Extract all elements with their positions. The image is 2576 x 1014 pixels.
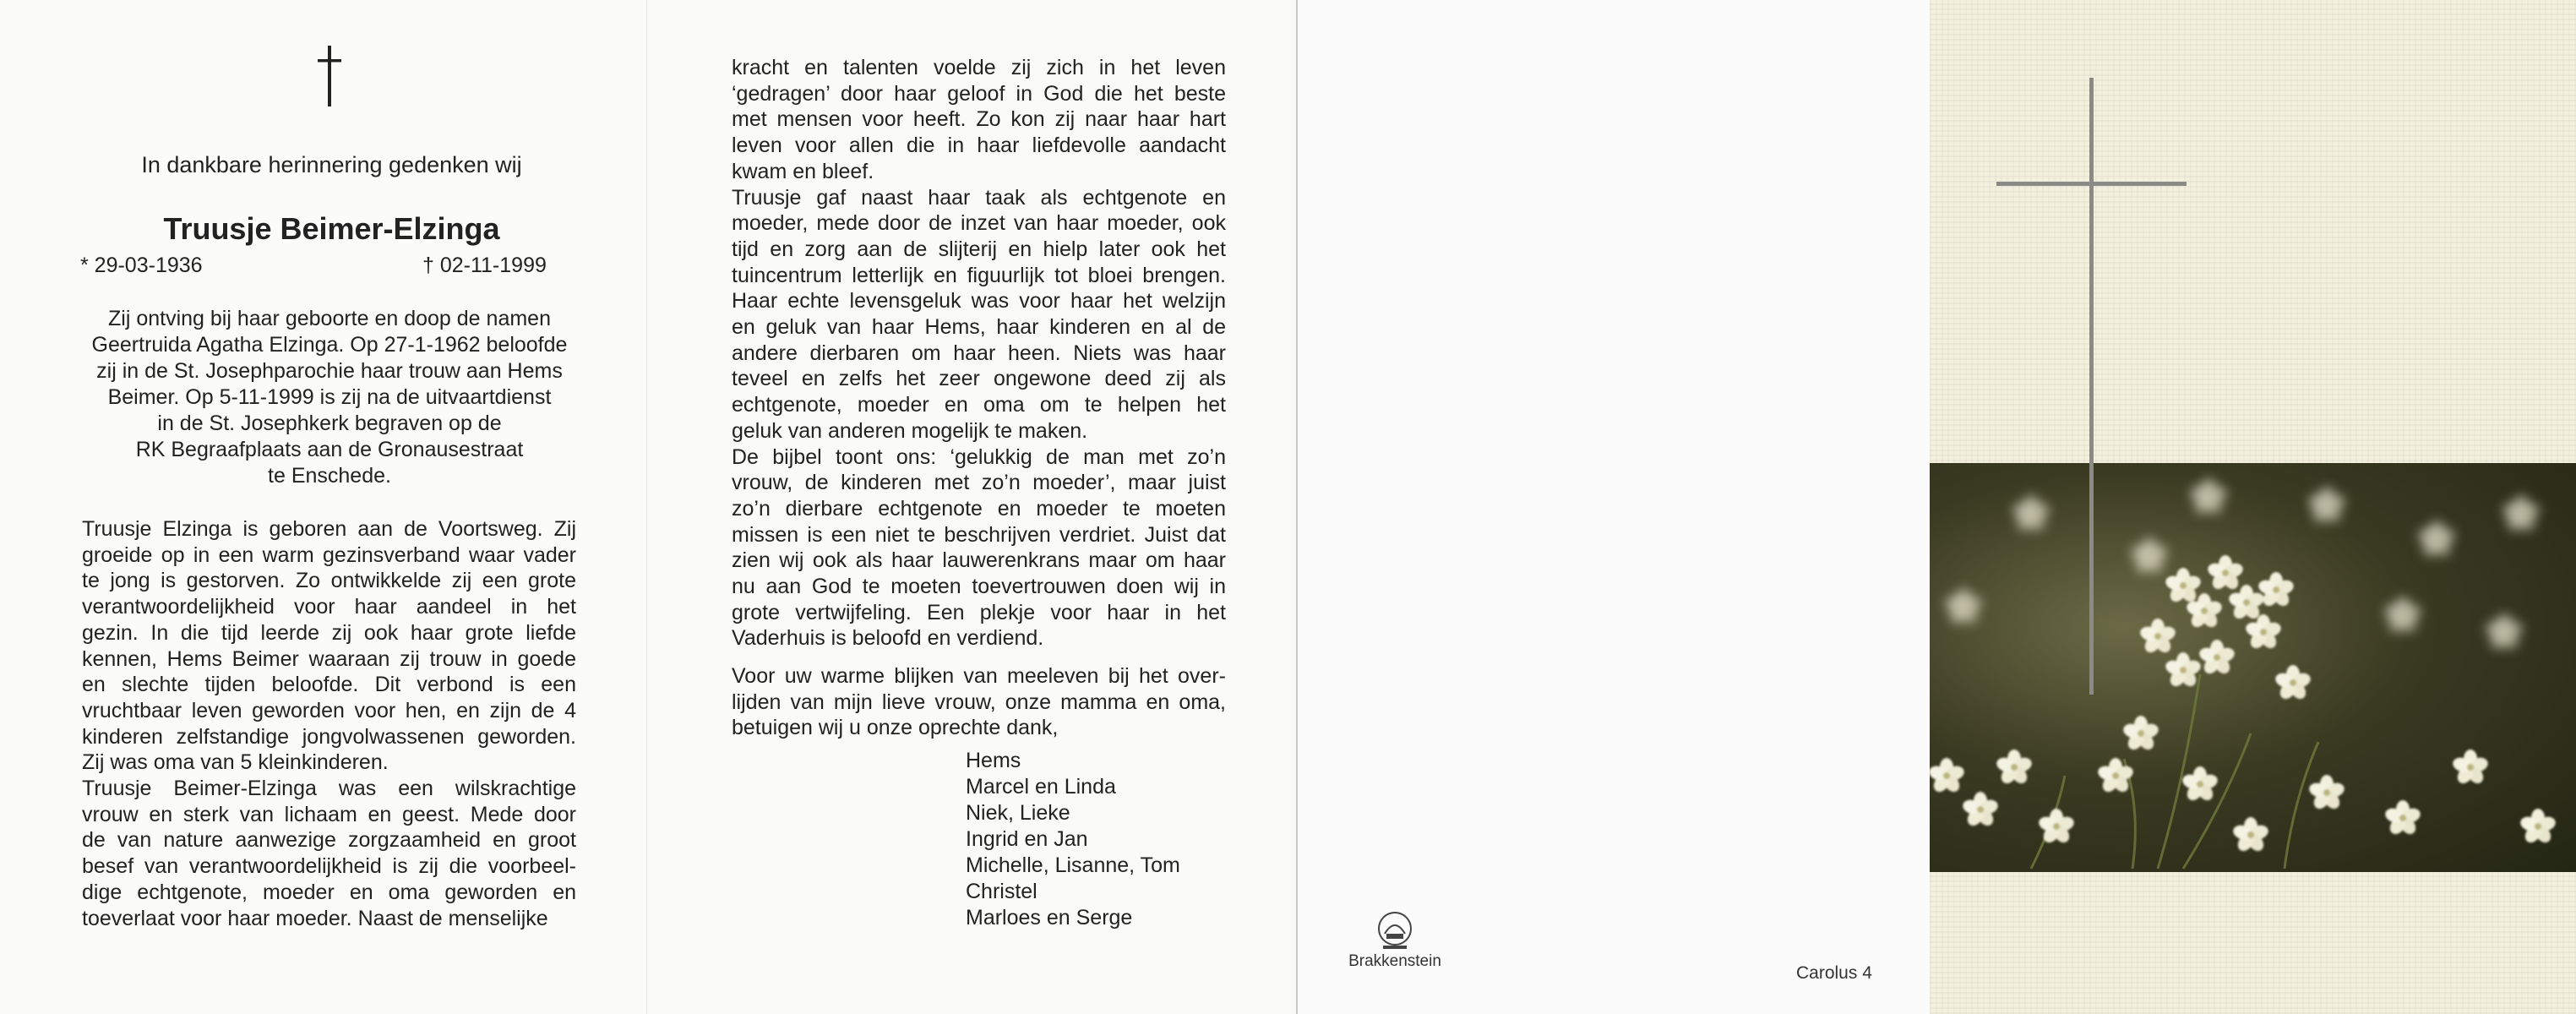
biography-line: groeide op in een warm gezinsverband waar vader (82, 542, 576, 567)
birth-date: * 29-03-1936 (80, 254, 203, 277)
biography-line: kracht en talenten voelde zij zich in het leven (732, 56, 1226, 79)
cover-cross-vertical (2089, 78, 2094, 695)
biography-line: leven voor allen die in haar liefdevolle aandacht (732, 134, 1226, 158)
biography-line: en geluk van haar Hems, haar kinderen en al de (732, 315, 1226, 340)
thanks-line: Voor uw warme blijken van meeleven bij het over- (732, 664, 1226, 688)
family-member: Marloes en Serge (966, 906, 1133, 930)
biography-line: zien wij ook als haar lauwerenkrans maar om haar (732, 548, 1226, 573)
biography-line: gezin. In die tijd leerde zij ook haar grote liefde (82, 620, 576, 645)
deceased-name: Truusje Beimer-Elzinga (163, 211, 500, 246)
details-line: Geertruida Agatha Elzinga. Op 27-1-1962 beloofde (91, 333, 568, 357)
biography-line: te jong is gestorven. Zo ontwikkelde zij een grote (82, 569, 576, 593)
back-page (1296, 0, 1931, 1014)
biography-line: kennen, Hems Beimer waaraan zij trouw in goede (82, 646, 576, 671)
biography-line: dige echtgenote, moeder en oma geworden en (82, 880, 576, 904)
left-inner-page (0, 0, 646, 1014)
thanks-block (732, 663, 1226, 741)
flower-photo (1930, 463, 2576, 872)
publisher-logo (1348, 908, 1441, 971)
biography-line: tijd en zorg aan de slijterij en hielp later ook het (732, 237, 1226, 261)
publisher-emblem-icon (1376, 908, 1413, 952)
biography-line: grote vertwijfeling. Een plekje voor haar in het (732, 600, 1226, 624)
biography-line: De bijbel toont ons: ‘gelukkig de man met zo’n (732, 444, 1226, 469)
biography-line: en slechte tijden beloofde. Dit verbond is een (82, 673, 576, 697)
white-flowers-image (1930, 463, 2576, 872)
biography-line: Vaderhuis is beloofd en verdiend. (732, 626, 1044, 651)
cross-icon (313, 42, 346, 110)
biography-line: verantwoordelijkheid voor haar aandeel in het (82, 595, 576, 619)
family-member: Michelle, Lisanne, Tom (966, 853, 1180, 877)
biography-line: kinderen zelfstandige jongvolwassenen geworden. (82, 724, 576, 749)
details-line: in de St. Josephkerk begraven op de (157, 412, 502, 435)
family-member: Ingrid en Jan (966, 827, 1088, 851)
biography-line: kwam en bleef. (732, 159, 874, 183)
death-date: † 02-11-1999 (422, 254, 547, 277)
family-member: Marcel en Linda (966, 775, 1116, 799)
biography-line: Truusje Elzinga is geboren aan de Voortsweg. Zij (82, 517, 576, 541)
biography-line: missen is een niet te beschrijven verdriet. Juist dat (732, 522, 1226, 547)
biography-line: echtgenote, moeder en oma om te helpen het (732, 393, 1226, 417)
biography-line: zo’n dierbare echtgenote en moeder te moeten (732, 496, 1226, 521)
family-member: Niek, Lieke (966, 801, 1070, 825)
biography-line: tuincentrum letterlijk en figuurlijk tot bloei brengen. (732, 263, 1226, 287)
details-line: Beimer. Op 5-11-1999 is zij na de uitvaartdienst (107, 385, 552, 409)
details-line: RK Begraafplaats aan de Gronausestraat (135, 438, 524, 461)
family-list (966, 748, 1180, 931)
biography-line: vruchtbaar leven geworden voor hen, en zijn de 4 (82, 698, 576, 722)
details-line: Zij ontving bij haar geboorte en doop de namen (108, 307, 551, 330)
biography-line: Truusje gaf naast haar taak als echtgenote en (732, 185, 1226, 210)
family-member: Hems (966, 749, 1021, 772)
biography-line: Zij was oma van 5 kleinkinderen. (82, 750, 389, 775)
biography-continuation (732, 55, 1226, 651)
biography-line: moeder, mede door de inzet van haar moeder, ook (732, 211, 1226, 236)
details-line: zij in de St. Josephparochie haar trouw aan Hems (96, 359, 563, 383)
biography-line: ‘gedragen’ door haar geloof in God die het beste (732, 81, 1226, 106)
cover-cross-horizontal (1996, 182, 2187, 186)
biography-line: geluk van anderen mogelijk te maken. (732, 418, 1088, 443)
front-cover (1930, 0, 2576, 1014)
biography-block (82, 516, 576, 931)
thanks-line: lijden van mijn lieve vrouw, onze mamma en oma, (732, 690, 1226, 714)
intro-text: In dankbare herinnering gedenken wij (141, 152, 522, 177)
biography-line: besef van verantwoordelijkheid is zij die voorbeel- (82, 854, 576, 879)
biography-line: met mensen voor heeft. Zo kon zij naar haar hart (732, 107, 1226, 132)
biography-line: vrouw en sterk van lichaam en geest. Mede door (82, 802, 576, 826)
biography-line: Truusje Beimer-Elzinga was een wilskrachtige (82, 777, 576, 801)
biography-line: nu aan God te moeten toevertrouwen doen wij in (732, 575, 1226, 599)
middle-inner-page (646, 0, 1296, 1014)
biography-line: vrouw, de kinderen met zo’n moeder’, maar juist (732, 471, 1226, 495)
family-member: Christel (966, 880, 1037, 903)
biography-line: teveel en zelfs het zeer ongewone deed zij als (732, 367, 1226, 391)
biography-line: de van nature aanwezige zorgzaamheid en groot (82, 828, 576, 853)
details-line: te Enschede. (268, 464, 391, 488)
details-block (72, 306, 587, 489)
thanks-line: betuigen wij u onze oprechte dank, (732, 716, 1059, 740)
biography-line: toeverlaat voor haar moeder. Naast de menselijke (82, 906, 548, 930)
publisher-name: Brakkenstein (1348, 952, 1441, 970)
biography-line: andere dierbaren om haar heen. Niets was haar (732, 341, 1226, 365)
card-code: Carolus 4 (1796, 963, 1872, 983)
biography-line: Haar echte levensgeluk was voor haar het welzijn (732, 289, 1226, 313)
